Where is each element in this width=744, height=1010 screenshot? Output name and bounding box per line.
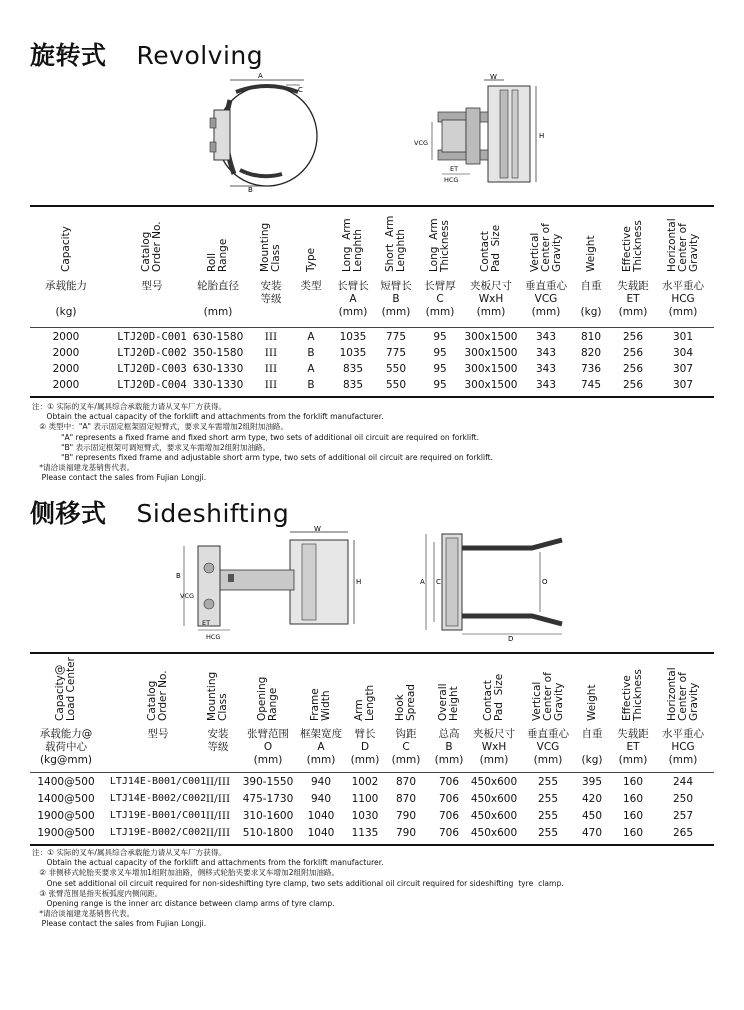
header-unit-12: (mm)	[668, 754, 698, 766]
table-row	[0, 331, 744, 347]
table-cell: 475-1730	[242, 793, 294, 805]
table-cell: 330-1330	[192, 379, 244, 391]
ss-dim-d-label: D	[508, 635, 514, 642]
table-cell: 1030	[351, 810, 379, 822]
table-cell: B	[307, 347, 315, 359]
table-cell: LTJ20D-C001	[117, 331, 187, 343]
sideshifting-top-diagram	[412, 524, 582, 642]
table-cell: 790	[395, 827, 417, 839]
table-cell: 256	[622, 363, 644, 375]
table-cell: 300x1500	[464, 379, 518, 391]
table-cell: 300x1500	[464, 363, 518, 375]
table-cell: 2000	[52, 363, 80, 375]
table-cell: LTJ14E-B002/C002	[109, 793, 207, 804]
header-en-10: Weight	[585, 684, 598, 721]
header-en-1: Catalog Order No.	[140, 221, 163, 272]
revolving-title	[30, 36, 263, 72]
table-cell: 550	[385, 379, 407, 391]
table-cell: 420	[581, 793, 603, 805]
table-cell: 1040	[307, 810, 335, 822]
header-unit-8: (mm)	[476, 306, 506, 318]
header-en-7: Overall Height	[437, 683, 460, 721]
table-cell: 510-1800	[242, 827, 294, 839]
header-cn-text-7: 长臂厚 C	[424, 280, 456, 305]
table-cell: 95	[433, 363, 447, 375]
header-cn-text-5: 臂长 D	[354, 728, 376, 753]
header-unit-7: (mm)	[425, 306, 455, 318]
header-cn-text-8: 夹板尺寸 WxH	[473, 728, 515, 753]
dim-c-label: C	[298, 86, 303, 94]
ss-dim-h-label: H	[356, 578, 362, 586]
table-cell: 450x600	[470, 793, 518, 805]
header-cn-0	[26, 280, 106, 319]
table-cell: 706	[438, 810, 460, 822]
table-cell: 940	[310, 793, 332, 805]
header-cn-text-6: 短臂长 B	[380, 280, 412, 305]
header-cn-text-8: 夹板尺寸 WxH	[470, 280, 512, 305]
table-cell: 940	[310, 776, 332, 788]
table-cell: LTJ20D-C004	[117, 379, 187, 391]
header-cn-text-11: 失载距 ET	[617, 280, 649, 305]
table-cell: 745	[580, 379, 602, 391]
table-cell: 1900@500	[37, 810, 95, 822]
table-cell: LTJ20D-C002	[117, 347, 187, 359]
table-cell: 257	[672, 810, 694, 822]
header-cn-text-10: 自重	[580, 280, 602, 292]
table-cell: LTJ14E-B001/C001	[109, 776, 207, 787]
revolving-table-bottom-rule	[30, 396, 714, 398]
header-cn-text-12: 水平重心 HCG	[662, 728, 704, 753]
table-cell: 810	[580, 331, 602, 343]
table-cell: 820	[580, 347, 602, 359]
table-cell: II/III	[205, 793, 231, 805]
table-cell: 775	[385, 347, 407, 359]
table-cell: III	[264, 379, 278, 391]
table-cell: 790	[395, 810, 417, 822]
header-unit-5: (mm)	[350, 754, 380, 766]
revolving-header-en	[0, 206, 744, 272]
table-cell: 2000	[52, 347, 80, 359]
sideshifting-title-en: Sideshifting	[136, 499, 290, 528]
table-cell: 1040	[307, 827, 335, 839]
dim-vcg-label: VCG	[414, 139, 429, 147]
table-cell: 300x1500	[464, 331, 518, 343]
header-cn-text-4: 类型	[300, 280, 322, 292]
header-en-0: Capacity	[59, 226, 72, 272]
table-cell: II/III	[205, 810, 231, 822]
table-cell: III	[264, 347, 278, 359]
header-cn-text-11: 失载距 ET	[617, 728, 649, 753]
ss-dim-et-label: ET	[202, 619, 211, 627]
table-cell: 736	[580, 363, 602, 375]
header-unit-9: (mm)	[531, 306, 561, 318]
table-row	[0, 827, 744, 844]
table-cell: 706	[438, 827, 460, 839]
table-cell: 1900@500	[37, 827, 95, 839]
table-cell: 300x1500	[464, 347, 518, 359]
table-cell: 343	[535, 363, 557, 375]
table-cell: 835	[342, 363, 364, 375]
table-cell: 265	[672, 827, 694, 839]
header-en-4: Type	[304, 247, 317, 272]
table-cell: 870	[395, 776, 417, 788]
header-unit-6: (mm)	[391, 754, 421, 766]
table-row	[0, 379, 744, 395]
header-cn-text-7: 总高 B	[438, 728, 460, 753]
sideshifting-title-cn: 侧移式	[30, 499, 107, 528]
table-cell: 450x600	[470, 827, 518, 839]
table-row	[0, 810, 744, 827]
table-cell: 95	[433, 379, 447, 391]
revolving-front-diagram	[200, 70, 340, 195]
table-cell: 95	[433, 347, 447, 359]
header-cn-text-2: 安装 等级	[207, 728, 229, 753]
sideshifting-notes: 注：① 实际的叉车/属具综合承载能力请从叉车厂方获得。 Obtain the actual capacity of the forklift and attachments from the forklift manufacturer. ② 非侧移式轮胎夹要求叉车增加1组附加油路，侧移式轮胎夹要求叉车增加2组附加油路。 One set additional oil circuit required for non-sideshifting tyre clamp, two sets additional oil circuit required for sideshifting tyre clamp. ③ 张臂范围是指夹板弧度内侧间距。 Opening range is the inner arc distance between clamp arms of tyre clamp. *请洽谈福建龙基销售代表。 Please contact the sales from Fujian Longji.	[32, 848, 564, 929]
ss-dim-vcg-label: VCG	[180, 592, 195, 600]
table-cell: II/III	[205, 776, 231, 788]
table-cell: 470	[581, 827, 603, 839]
table-cell: 1400@500	[37, 776, 95, 788]
table-cell: 255	[537, 776, 559, 788]
header-cn-text-0: 承载能力@ 载荷中心 (kg@mm)	[39, 728, 93, 766]
table-cell: 350-1580	[192, 347, 244, 359]
header-unit-10: (kg)	[581, 754, 603, 766]
table-row	[0, 793, 744, 810]
header-en-5: Long Arm Lenghth	[341, 218, 364, 272]
table-cell: B	[307, 379, 315, 391]
dim-a-label: A	[258, 72, 263, 80]
table-cell: 2000	[52, 331, 80, 343]
header-en-5: Arm Length	[353, 684, 376, 721]
table-cell: LTJ20D-C003	[117, 363, 187, 375]
revolving-title-cn: 旋转式	[30, 41, 107, 70]
header-cn-text-9: 垂直重心 VCG	[525, 280, 567, 305]
table-cell: 304	[672, 347, 694, 359]
ss-dim-o-label: O	[542, 578, 548, 586]
table-row	[0, 347, 744, 363]
table-cell: 450x600	[470, 810, 518, 822]
table-cell: 450x600	[470, 776, 518, 788]
ss-dim-hcg-label: HCG	[206, 633, 221, 641]
table-cell: 343	[535, 347, 557, 359]
table-cell: 1135	[351, 827, 379, 839]
header-unit-4: (mm)	[306, 754, 336, 766]
header-en-6: Hook Spread	[394, 684, 417, 721]
header-cn-text-2: 轮胎直径	[197, 280, 239, 292]
header-unit-11: (mm)	[618, 306, 648, 318]
header-unit-2: (mm)	[203, 306, 233, 318]
table-cell: 630-1330	[192, 363, 244, 375]
header-en-11: Effective Thickness	[621, 220, 644, 272]
table-cell: 256	[622, 331, 644, 343]
table-cell: LTJ19E-B002/C002	[109, 827, 207, 838]
table-cell: 244	[672, 776, 694, 788]
dim-b-label: B	[248, 186, 253, 194]
table-cell: 310-1600	[242, 810, 294, 822]
table-cell: 343	[535, 331, 557, 343]
header-cn-text-10: 自重	[581, 728, 603, 740]
table-cell: A	[307, 331, 315, 343]
header-en-2: Roll Range	[206, 238, 229, 272]
header-cn-text-3: 安装 等级	[260, 280, 282, 305]
header-en-7: Long Arm Thickness	[428, 218, 451, 272]
header-unit-9: (mm)	[533, 754, 563, 766]
header-en-12: Horizontal Center of Gravity	[665, 667, 700, 721]
header-cn-12	[643, 728, 723, 767]
table-cell: 1035	[339, 331, 367, 343]
header-en-8: Contact Pad Size	[479, 224, 502, 272]
table-cell: 706	[438, 793, 460, 805]
table-cell: 256	[622, 379, 644, 391]
revolving-header-cn	[0, 280, 744, 325]
table-cell: III	[264, 363, 278, 375]
table-cell: 301	[672, 331, 694, 343]
sideshifting-table-bottom-rule	[30, 844, 714, 846]
revolving-title-en: Revolving	[136, 41, 264, 70]
table-cell: 160	[622, 827, 644, 839]
dim-w-label: W	[490, 73, 497, 81]
dim-et-label: ET	[450, 165, 459, 173]
header-cn-text-5: 长臂长 A	[337, 280, 369, 305]
header-en-8: Contact Pad Size	[482, 673, 505, 721]
header-unit-3: (mm)	[253, 754, 283, 766]
sideshifting-table-body	[0, 773, 744, 843]
ss-dim-w-label: W	[314, 526, 321, 533]
header-en-9: Vertical Center of Gravity	[528, 223, 563, 272]
table-row	[0, 363, 744, 379]
revolving-side-diagram	[412, 72, 552, 194]
table-cell: A	[307, 363, 315, 375]
header-unit-6: (mm)	[381, 306, 411, 318]
header-unit-0: (kg)	[55, 306, 77, 318]
table-cell: 255	[537, 827, 559, 839]
ss-dim-b-label: B	[176, 572, 181, 580]
header-cn-text-1: 型号	[141, 280, 163, 292]
table-cell: 2000	[52, 379, 80, 391]
table-cell: 250	[672, 793, 694, 805]
header-unit-8: (mm)	[479, 754, 509, 766]
header-unit-5: (mm)	[338, 306, 368, 318]
header-unit-7: (mm)	[434, 754, 464, 766]
sideshifting-title	[30, 494, 289, 530]
header-en-10: Weight	[584, 235, 597, 272]
header-en-11: Effective Thickness	[621, 669, 644, 721]
table-cell: 450	[581, 810, 603, 822]
header-cn-text-12: 水平重心 HCG	[662, 280, 704, 305]
header-cn-12	[643, 280, 723, 319]
table-cell: 307	[672, 363, 694, 375]
sideshifting-header-en	[0, 653, 744, 721]
sideshifting-header-cn	[0, 728, 744, 773]
table-cell: 775	[385, 331, 407, 343]
header-en-1: Catalog Order No.	[146, 670, 169, 721]
header-cn-text-4: 框架宽度 A	[300, 728, 342, 753]
revolving-notes: 注：① 实际的叉车/属具综合承载能力请从叉车厂方获得。 Obtain the actual capacity of the forklift and attachments from the forklift manufacturer. ② 类型中："A" 表示固定框架固定短臂式，要求叉车需增加2组附加油路。 "A" represents a fixed frame and fixed short arm type, two sets of additional oil circuit are required on forklift. "B" 表示固定框架可调短臂式，要求叉车需增加2组附加油路。 "B" represents fixed frame and adjustable short arm type, two sets of additional oil circuit are required on forklift. *请洽谈福建龙基销售代表。 Please contact the sales from Fujian Longji.	[32, 402, 494, 483]
table-cell: 160	[622, 793, 644, 805]
table-cell: 395	[581, 776, 603, 788]
ss-dim-a-label: A	[420, 578, 425, 586]
table-cell: 870	[395, 793, 417, 805]
header-cn-text-9: 垂直重心 VCG	[527, 728, 569, 753]
table-cell: 255	[537, 793, 559, 805]
table-cell: III	[264, 331, 278, 343]
header-unit-10: (kg)	[580, 306, 602, 318]
table-cell: 706	[438, 776, 460, 788]
table-cell: 160	[622, 776, 644, 788]
dim-h-label: H	[539, 132, 545, 140]
table-cell: 307	[672, 379, 694, 391]
table-cell: 550	[385, 363, 407, 375]
table-cell: LTJ19E-B001/C001	[109, 810, 207, 821]
header-en-4: Frame Width	[309, 688, 332, 721]
table-cell: 343	[535, 379, 557, 391]
table-row	[0, 776, 744, 793]
table-cell: 95	[433, 331, 447, 343]
header-cn-text-6: 钩距 C	[395, 728, 417, 753]
table-cell: 630-1580	[192, 331, 244, 343]
table-cell: 390-1550	[242, 776, 294, 788]
header-en-2: Mounting Class	[206, 671, 229, 721]
header-en-9: Vertical Center of Gravity	[530, 672, 565, 721]
ss-dim-c-label: C	[436, 578, 441, 586]
table-cell: 1002	[351, 776, 379, 788]
table-cell: 835	[342, 379, 364, 391]
table-cell: 255	[537, 810, 559, 822]
table-cell: 1400@500	[37, 793, 95, 805]
header-en-3: Mounting Class	[259, 222, 282, 272]
dim-hcg-label: HCG	[444, 176, 459, 184]
header-en-0: Capacity@ Load Center	[54, 657, 77, 721]
header-cn-text-0: 承载能力	[45, 280, 87, 292]
header-unit-11: (mm)	[618, 754, 648, 766]
table-cell: 1035	[339, 347, 367, 359]
header-cn-text-3: 张臂范围 O	[247, 728, 289, 753]
table-cell: II/III	[205, 827, 231, 839]
header-en-12: Horizontal Center of Gravity	[665, 218, 700, 272]
table-cell: 1100	[351, 793, 379, 805]
header-unit-12: (mm)	[668, 306, 698, 318]
header-cn-text-1: 型号	[147, 728, 169, 740]
header-en-3: Opening Range	[256, 676, 279, 721]
header-en-6: Short Arm Lenghth	[384, 215, 407, 272]
table-cell: 160	[622, 810, 644, 822]
table-cell: 256	[622, 347, 644, 359]
revolving-table-body	[0, 328, 744, 396]
header-cn-0	[26, 728, 106, 767]
sideshifting-side-diagram	[170, 526, 370, 641]
